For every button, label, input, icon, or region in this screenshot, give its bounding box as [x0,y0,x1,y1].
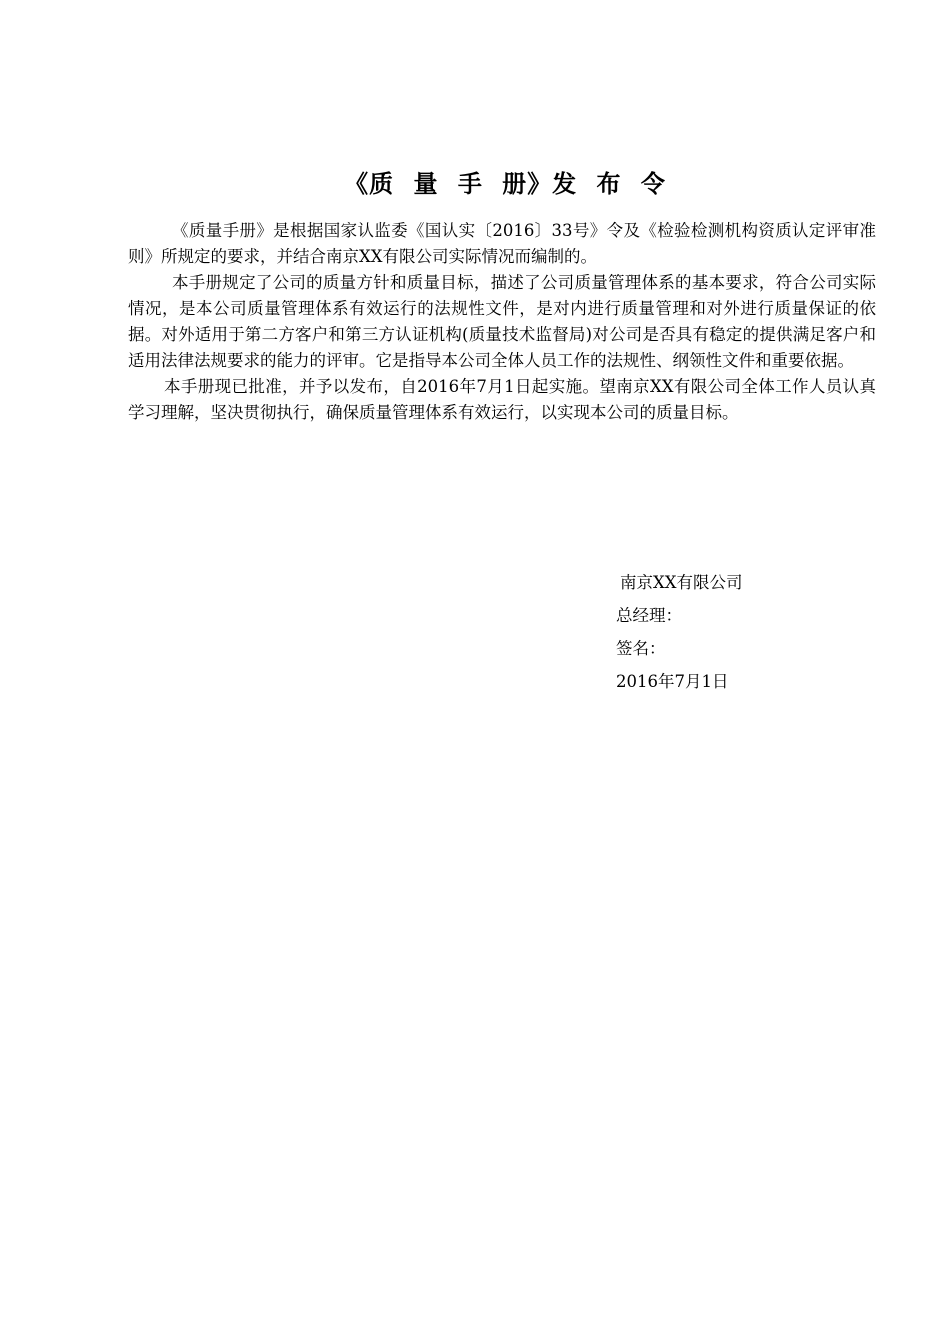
document-title: 《质 量 手 册》发 布 令 [344,169,666,198]
signature-company: 南京XX有限公司 [620,573,743,592]
signature-sign-label: 签名： [616,639,666,658]
signature-block [616,570,916,702]
paragraph-intro: 《质量手册》是根据国家认监委《国认实〔2016〕33号》令及《检验检测机构资质认定评审准则》所规定的要求，并结合南京XX有限公司实际情况而编制的。 [128,221,876,266]
paragraph-scope: 本手册规定了公司的质量方针和质量目标，描述了公司质量管理体系的基本要求，符合公司实际情况，是本公司质量管理体系有效运行的法规性文件，是对内进行质量管理和对外进行质量保证的依据。对外适用于第二方客户和第三方认证机构(质量技术监督局)对公司是否具有稳定的提供满足客户和适用法律法规要求的能力的评审。它是指导本公司全体人员工作的法规性、纲领性文件和重要依据。 [128,273,876,370]
paragraph-approval: 本手册现已批准，并予以发布，自2016年7月1日起实施。望南京XX有限公司全体工作人员认真学习理解，坚决贯彻执行，确保质量管理体系有效运行，以实现本公司的质量目标。 [128,377,876,422]
signature-date: 2016年7月1日 [616,672,729,691]
signature-manager-label: 总经理： [616,606,682,625]
document-body [128,218,876,426]
